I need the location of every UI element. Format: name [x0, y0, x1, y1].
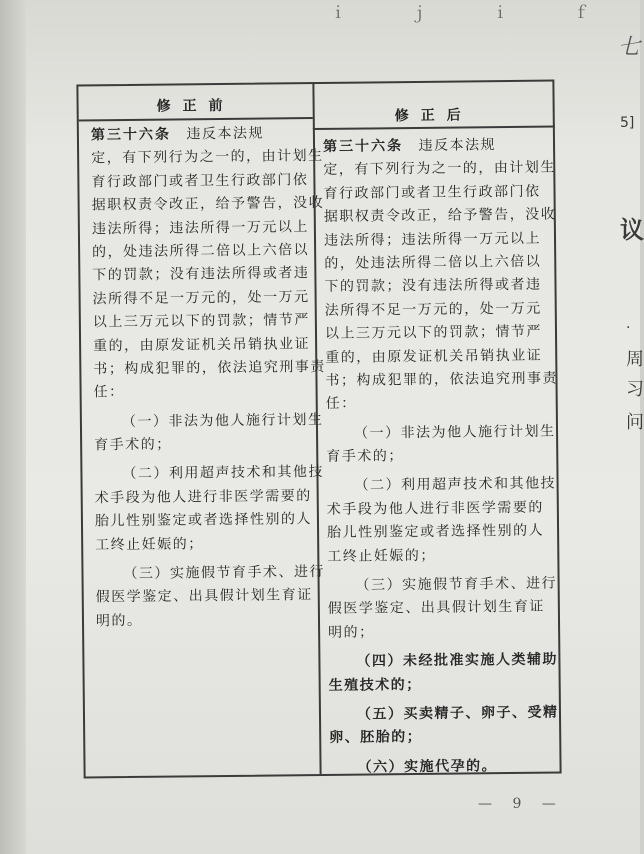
article-text-line	[93, 333, 311, 359]
list-item-line: 胎儿性别鉴定或者选择性别的人	[327, 522, 545, 542]
list-item-line: （六）实施代孕的。	[357, 757, 498, 776]
column-before	[90, 122, 326, 633]
list-item-line: 生殖技术的；	[328, 676, 422, 694]
article-text: 重的，由原发证机关吊销执业证	[325, 347, 543, 366]
list-item-line: 明的；	[328, 624, 375, 641]
article-text-line	[93, 309, 311, 335]
list-item-line: 工终止妊娠的；	[327, 547, 436, 565]
list-item-line: 明的。	[95, 612, 143, 630]
list-item-line: （四）未经批准实施人类辅助	[356, 651, 559, 670]
list-item-line: （二）利用超声技术和其他技	[122, 464, 325, 483]
article-text: 以上三万元以下的罚款；情节严	[92, 312, 310, 331]
article-text: 的，处违法所得二倍以上六倍以	[92, 242, 310, 261]
article-text: 违反本法规	[170, 125, 264, 143]
article-text-line	[323, 157, 556, 183]
header-rule-right	[313, 126, 555, 130]
header-after: 修正后	[394, 107, 473, 125]
edge-fragment: 习	[626, 379, 644, 400]
list-item-line: 假医学鉴定、出具假计划生育证	[95, 587, 313, 606]
list-item-line: （一）非法为他人施行计划生	[121, 411, 324, 430]
article-text-line	[326, 391, 556, 417]
list-item-line: 胎儿性别鉴定或者选择性别的人	[94, 511, 313, 530]
article-text-line	[323, 180, 553, 206]
article-text-line	[93, 356, 326, 382]
article-text: 违法所得；违法所得一万元以上	[91, 218, 309, 237]
comparison-table	[76, 80, 561, 779]
article-text-line	[324, 274, 554, 300]
list-item-line: 育手术的；	[94, 436, 172, 454]
article-text: 以上三万元以下的罚款；情节严	[324, 323, 543, 343]
list-item-line: 育手术的；	[326, 448, 404, 466]
article-text-line	[93, 379, 311, 405]
article-number: 第三十六条	[322, 138, 404, 155]
list-item-line: （一）非法为他人施行计划生	[353, 423, 556, 442]
article-text: 的，处违法所得二倍以上六倍以	[324, 253, 542, 272]
edge-fragment: 5]	[620, 115, 635, 131]
list-item-line: （三）实施假节育手术、进行	[123, 563, 326, 583]
article-number: 第三十六条	[90, 126, 171, 144]
page-number: — 9 —	[478, 796, 564, 812]
article-text: 书；构成犯罪的，依法追究刑事责	[93, 358, 326, 378]
article-text: 书；构成犯罪的，依法追究刑事责	[325, 370, 559, 389]
list-item-line: 术手段为他人进行非医学需要的	[94, 487, 312, 507]
article-text-line	[325, 367, 559, 393]
article-text: 违反本法规	[402, 137, 497, 155]
article-text-line	[325, 321, 555, 347]
list-item-line: 术手段为他人进行非医学需要的	[326, 499, 544, 518]
article-text-line	[325, 297, 555, 323]
article-text-line	[92, 239, 310, 265]
article-text: 任：	[93, 384, 125, 401]
article-text: 法所得不足一万元的，处一万元	[92, 288, 310, 308]
top-handwriting-fragment: ｉ ｊ ｉ ｆ	[330, 3, 620, 22]
edge-fragment: 议	[620, 216, 644, 244]
article-text-line	[323, 134, 553, 160]
column-after	[323, 134, 560, 781]
article-text-line	[91, 192, 325, 218]
article-text-line	[92, 262, 310, 288]
article-text-line	[91, 122, 309, 148]
edge-fragment: ·	[626, 320, 631, 336]
article-text: 据职权责令改正，给予警告，没收	[91, 195, 325, 214]
article-text: 定，有下列行为之一的，由计划生	[323, 159, 556, 179]
article-text-line	[324, 227, 554, 253]
article-text: 重的，由原发证机关吊销执业证	[93, 335, 311, 354]
list-item-line: 卵、胚胎的；	[329, 729, 423, 747]
article-text: 下的罚款；没有违法所得或者违	[92, 265, 310, 284]
article-text: 任：	[325, 395, 357, 413]
article-text-line	[92, 216, 310, 242]
edge-fragment: 七	[618, 35, 641, 60]
list-item-line: （五）买卖精子、卵子、受精	[356, 704, 559, 723]
edge-fragment: 问	[626, 412, 644, 433]
header-rule-left	[79, 117, 313, 121]
list-item-line: 假医学鉴定、出具假计划生育证	[327, 599, 545, 618]
article-text: 据职权责令改正，给予警告，没收	[323, 206, 557, 226]
article-text-line	[325, 344, 555, 370]
article-text-line	[91, 169, 309, 195]
article-text-line	[323, 204, 557, 230]
header-before: 修正前	[156, 97, 235, 115]
list-item-line: 工终止妊娠的；	[95, 535, 204, 553]
article-text: 违法所得；违法所得一万元以上	[323, 230, 542, 249]
article-text-line	[91, 145, 324, 171]
article-text-line	[324, 250, 554, 276]
list-item-line: （二）利用超声技术和其他技	[354, 475, 557, 495]
article-text-line	[93, 286, 311, 312]
binding-shadow	[0, 0, 26, 854]
article-text: 育行政部门或者卫生行政部门依	[323, 183, 541, 202]
article-text: 育行政部门或者卫生行政部门依	[91, 171, 309, 191]
article-text: 定，有下列行为之一的，由计划生	[91, 148, 324, 167]
list-item-line: （三）实施假节育手术、进行	[355, 575, 558, 594]
edge-fragment: 周	[626, 349, 644, 370]
article-text: 法所得不足一万元的，处一万元	[324, 300, 542, 319]
article-text: 下的罚款；没有违法所得或者违	[324, 277, 542, 296]
